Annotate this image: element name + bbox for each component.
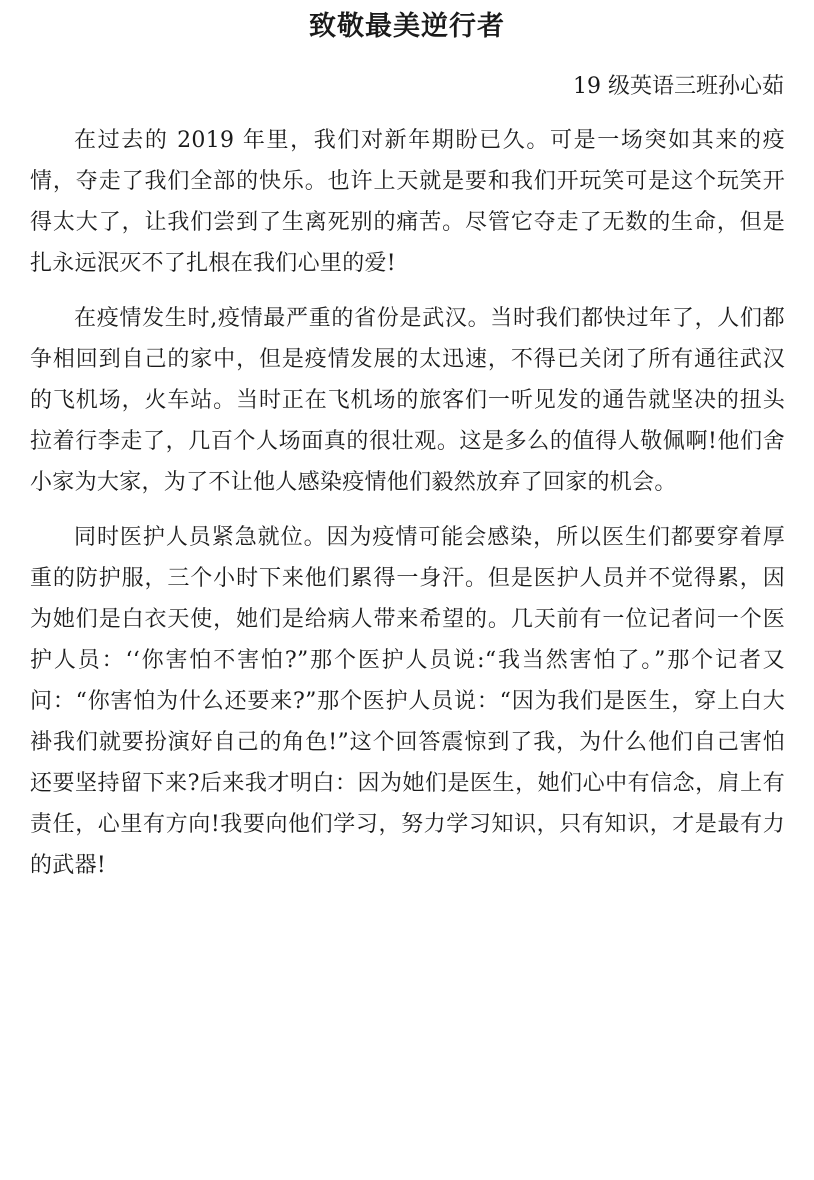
essay-body (30, 120, 785, 900)
paragraph-2: 在疫情发生时,疫情最严重的省份是武汉。当时我们都快过年了，人们都争相回到自己的家中，但是疫情发展的太迅速，不得已关闭了所有通往武汉的飞机场，火车站。当时正在飞机场的旅客们一听见发的通告就坚决的扭头拉着行李走了，几百个人场面真的很壮观。这是多么的值得人敬佩啊!他们舍小家为大家，为了不让他人感染疫情他们毅然放弃了回家的机会。 (30, 306, 785, 495)
paragraph-1: 在过去的 2019 年里，我们对新年期盼已久。可是一场突如其来的疫情，夺走了我们全部的快乐。也许上天就是要和我们开玩笑可是这个玩笑开得太大了，让我们尝到了生离死别的痛苦。尽管它夺走了无数的生命，但是扎永远泯灭不了扎根在我们心里的爱! (30, 128, 785, 276)
essay-title: 致敬最美逆行者 (309, 11, 505, 42)
paragraph-3: 同时医护人员紧急就位。因为疫情可能会感染，所以医生们都要穿着厚重的防护服，三个小时下来他们累得一身汗。但是医护人员并不觉得累，因为她们是白衣天使，她们是给病人带来希望的。几天前有一位记者问一个医护人员：‘‘你害怕不害怕?”那个医护人员说:“我当然害怕了。”那个记者又问：“你害怕为什么还要来?”那个医护人员说：“因为我们是医生，穿上白大褂我们就要扮演好自己的角色!”这个回答震惊到了我，为什么他们自己害怕还要坚持留下来?后来我才明白：因为她们是医生，她们心中有信念，肩上有责任，心里有方向!我要向他们学习，努力学习知识，只有知识，才是最有力的武器! (30, 525, 785, 878)
author-line: 19 级英语三班孙心茹 (573, 74, 784, 99)
